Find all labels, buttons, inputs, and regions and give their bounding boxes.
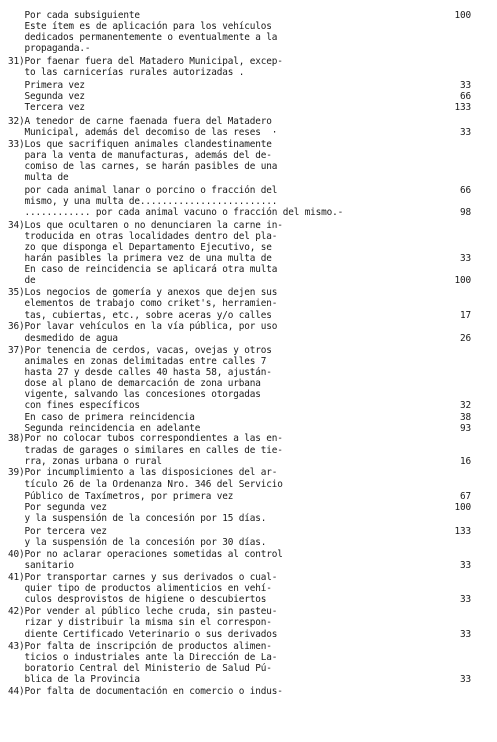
document-line	[0, 321, 497, 332]
document-line	[0, 560, 497, 571]
document-line	[0, 161, 497, 172]
document-line	[0, 196, 497, 207]
line-text: culos desprovistos de higiene o descubiertos	[8, 594, 267, 605]
line-text: multa de	[8, 172, 69, 183]
line-text: Este ítem es de aplicación para los vehículos	[8, 21, 272, 32]
line-text: Público de Taxímetros, por primera vez	[8, 491, 234, 502]
line-text: 37)Por tenencia de cerdos, vacas, ovejas y otros	[8, 345, 272, 356]
line-text: 31)Por faenar fuera del Matadero Municipal, excep-	[8, 56, 283, 67]
document-line	[0, 526, 497, 537]
line-text: 42)Por vender al público leche cruda, sin pasteu-	[8, 606, 278, 617]
line-text: rizar y distribuir la misma sin el correspon-	[8, 617, 272, 628]
document-line	[0, 220, 497, 231]
document-line	[0, 652, 497, 663]
document-line	[0, 207, 497, 218]
document-line	[0, 367, 497, 378]
line-text: boratorio Central del Ministerio de Salud Pú-	[8, 663, 272, 674]
document-line	[0, 663, 497, 674]
line-text: Tercera vez	[8, 102, 85, 113]
line-text: vigente, salvando las concesiones otorgadas	[8, 389, 261, 400]
line-amount: 66	[460, 91, 471, 102]
line-text: 32)A tenedor de carne faenada fuera del Matadero	[8, 116, 272, 127]
document-line	[0, 502, 497, 513]
line-amount: 33	[460, 127, 471, 138]
line-text: Municipal, además del decomiso de las reses ·	[8, 127, 278, 138]
document-line	[0, 32, 497, 43]
line-text: Segunda reincidencia en adelante	[8, 423, 201, 434]
line-text: 39)Por incumplimiento a las disposiciones del ar-	[8, 467, 278, 478]
line-amount: 17	[460, 310, 471, 321]
line-amount: 33	[460, 674, 471, 685]
line-text: 35)Los negocios de gomería y anexos que dejen sus	[8, 287, 278, 298]
document-line	[0, 10, 497, 21]
line-text: harán pasibles la primera vez de una multa de	[8, 253, 272, 264]
line-text: quier tipo de productos alimenticios en vehí-	[8, 583, 272, 594]
line-amount: 33	[460, 80, 471, 91]
line-amount: 98	[460, 207, 471, 218]
document-line	[0, 275, 497, 286]
line-amount: 26	[460, 333, 471, 344]
document-line	[0, 491, 497, 502]
document-line	[0, 686, 497, 697]
line-text: dedicados permanentemente o eventualmente a la	[8, 32, 278, 43]
line-amount: 33	[460, 629, 471, 640]
line-text: tas, cubiertas, etc., sobre aceras y/o calles	[8, 310, 272, 321]
line-text: 38)Por no colocar tubos correspondientes a las en-	[8, 433, 283, 444]
document-line	[0, 356, 497, 367]
document-line	[0, 433, 497, 444]
line-text: propaganda.-	[8, 43, 91, 54]
document-line	[0, 378, 497, 389]
line-text: por cada animal lanar o porcino o fracción del	[8, 185, 278, 196]
line-text: 44)Por falta de documentación en comercio o indus-	[8, 686, 283, 697]
line-text: 36)Por lavar vehículos en la vía pública, por uso	[8, 321, 278, 332]
line-text: tículo 26 de la Ordenanza Nro. 346 del Servicio	[8, 479, 283, 490]
line-text: rra, zonas urbana o rural	[8, 456, 162, 467]
line-text: En caso de reincidencia se aplicará otra multa	[8, 264, 278, 275]
document-line	[0, 572, 497, 583]
document-line	[0, 629, 497, 640]
line-text: zo que disponga el Departamento Ejecutivo, se	[8, 242, 272, 253]
document-line	[0, 345, 497, 356]
document-line	[0, 617, 497, 628]
line-text: 33)Los que sacrifiquen animales clandestinamente	[8, 139, 272, 150]
line-text: tradas de garages o similares en calles de tie-	[8, 445, 283, 456]
line-text: diente Certificado Veterinario o sus derivados	[8, 629, 278, 640]
document-line	[0, 549, 497, 560]
line-text: Primera vez	[8, 80, 85, 91]
line-text: troducida en otras localidades dentro del pla-	[8, 231, 278, 242]
document-line	[0, 127, 497, 138]
line-text: ticios o industriales ante la Dirección de La-	[8, 652, 278, 663]
line-text: hasta 27 y desde calles 40 hasta 58, ajustán-	[8, 367, 272, 378]
line-text: En caso de primera reincidencia	[8, 412, 195, 423]
document-line	[0, 479, 497, 490]
line-text: para la venta de manufacturas, además del de-	[8, 150, 272, 161]
line-amount: 100	[454, 275, 471, 286]
line-text: ............ por cada animal vacuno o fracción del mismo.-	[8, 207, 344, 218]
line-text: y la suspensión de la concesión por 30 días.	[8, 537, 267, 548]
document-line	[0, 253, 497, 264]
line-text: de	[8, 275, 36, 286]
document-line	[0, 606, 497, 617]
line-text: con fines específicos	[8, 400, 140, 411]
line-text: desmedido de agua	[8, 333, 118, 344]
document-line	[0, 43, 497, 54]
line-amount: 67	[460, 491, 471, 502]
line-amount: 133	[454, 102, 471, 113]
document-line	[0, 264, 497, 275]
line-text: Por tercera vez	[8, 526, 107, 537]
line-amount: 133	[454, 526, 471, 537]
document-line	[0, 456, 497, 467]
document-line	[0, 116, 497, 127]
document-line	[0, 150, 497, 161]
line-amount: 100	[454, 10, 471, 21]
line-text: mismo, y una multa de.........................	[8, 196, 278, 207]
line-text: to las carnicerías rurales autorizadas .	[8, 67, 245, 78]
document-line	[0, 91, 497, 102]
document-line	[0, 594, 497, 605]
document-line	[0, 513, 497, 524]
document-line	[0, 298, 497, 309]
line-amount: 33	[460, 253, 471, 264]
document-line	[0, 242, 497, 253]
line-amount: 38	[460, 412, 471, 423]
line-amount: 93	[460, 423, 471, 434]
document-line	[0, 67, 497, 78]
line-text: Por segunda vez	[8, 502, 107, 513]
line-text: comiso de las carnes, se harán pasibles de una	[8, 161, 278, 172]
document-line	[0, 310, 497, 321]
document-line	[0, 21, 497, 32]
line-text: dose al plano de demarcación de zona urbana	[8, 378, 261, 389]
document-line	[0, 641, 497, 652]
document-line	[0, 400, 497, 411]
line-text: 43)Por falta de inscripción de productos alimen-	[8, 641, 272, 652]
document-line	[0, 467, 497, 478]
document-line	[0, 56, 497, 67]
document-line	[0, 287, 497, 298]
line-amount: 33	[460, 594, 471, 605]
line-text: Por cada subsiguiente	[8, 10, 140, 21]
line-text: 40)Por no aclarar operaciones sometidas al control	[8, 549, 283, 560]
document-line	[0, 231, 497, 242]
document-line	[0, 333, 497, 344]
document-line	[0, 445, 497, 456]
line-text: sanitario	[8, 560, 74, 571]
document-line	[0, 412, 497, 423]
document-line	[0, 80, 497, 91]
line-text: Segunda vez	[8, 91, 85, 102]
line-text: elementos de trabajo como criket's, herramien-	[8, 298, 278, 309]
line-text: 41)Por transportar carnes y sus derivados o cual-	[8, 572, 278, 583]
document-line	[0, 172, 497, 183]
line-amount: 32	[460, 400, 471, 411]
document-line	[0, 102, 497, 113]
document-line	[0, 674, 497, 685]
document-line	[0, 185, 497, 196]
line-text: animales en zonas delimitadas entre calles 7	[8, 356, 267, 367]
document-line	[0, 537, 497, 548]
line-text: y la suspensión de la concesión por 15 días.	[8, 513, 267, 524]
document-line	[0, 139, 497, 150]
document-line	[0, 389, 497, 400]
line-amount: 100	[454, 502, 471, 513]
line-amount: 16	[460, 456, 471, 467]
line-amount: 33	[460, 560, 471, 571]
document-line	[0, 583, 497, 594]
line-text: 34)Los que ocultaren o no denunciaren la carne in-	[8, 220, 283, 231]
line-text: blica de la Provincia	[8, 674, 140, 685]
line-amount: 66	[460, 185, 471, 196]
